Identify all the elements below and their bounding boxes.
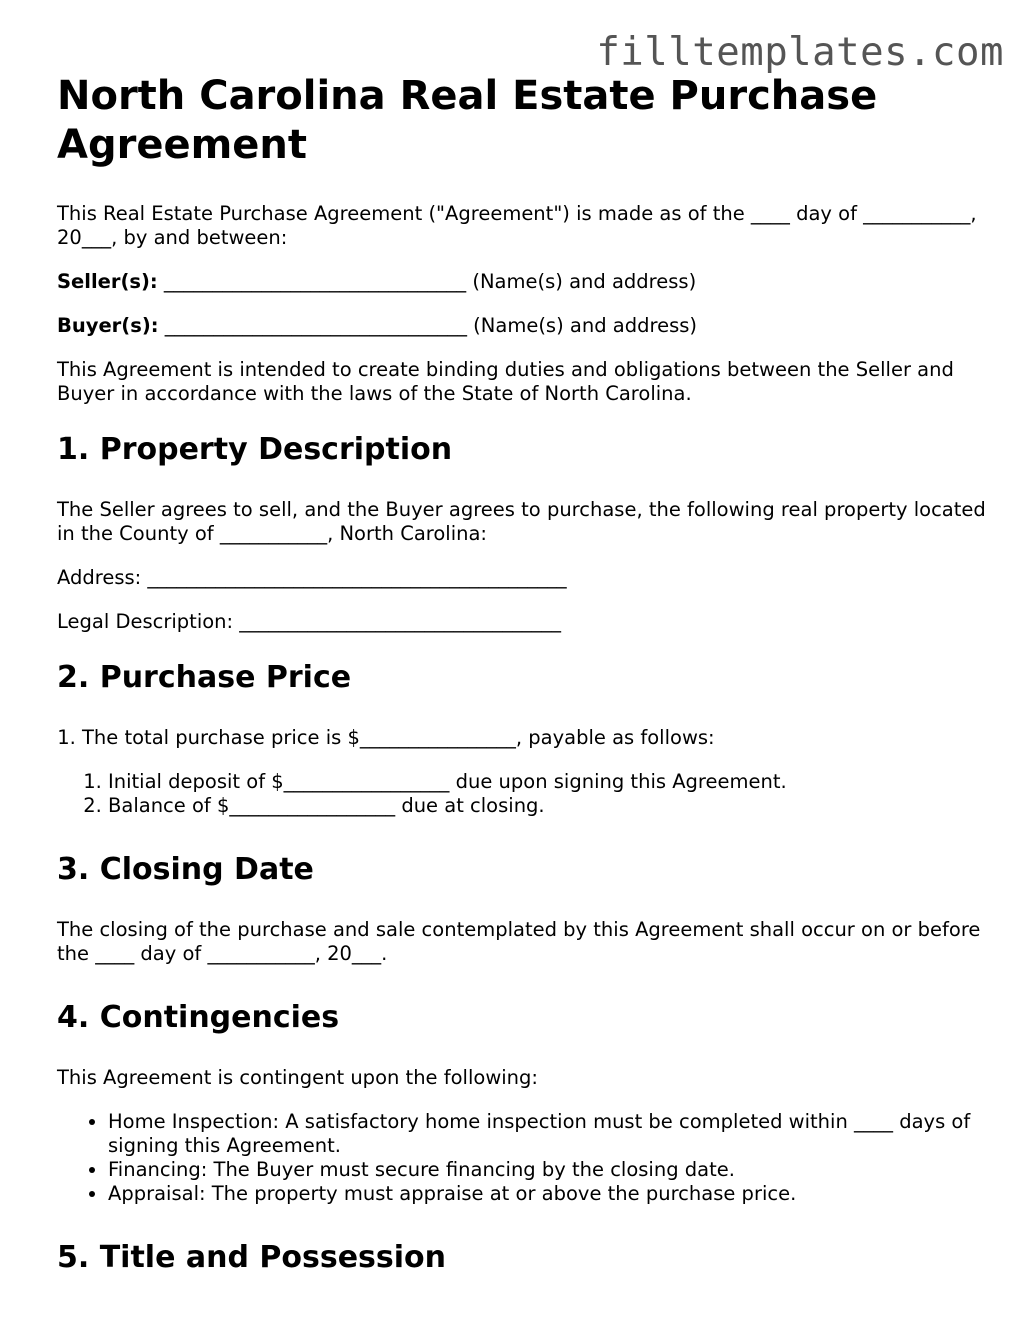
section-title-closing: 3. Closing Date xyxy=(57,852,314,887)
contingency-item: • Financing: The Buyer must secure financing by the closing date. xyxy=(108,1158,987,1182)
section-title-property: 1. Property Description xyxy=(57,432,453,467)
contingency-item: • Home Inspection: A satisfactory home inspection must be completed within ____ days of signing this Agreement. xyxy=(108,1110,987,1158)
buyer-label: Buyer(s): xyxy=(57,314,159,337)
buyer-line xyxy=(57,314,987,338)
seller-line xyxy=(57,270,987,294)
price-subitem-deposit: 1. Initial deposit of $_________________ due upon signing this Agreement. xyxy=(108,770,987,794)
price-total: 1. The total purchase price is $________________, payable as follows: xyxy=(82,726,715,749)
watermark: filltemplates.com xyxy=(596,30,1004,75)
document-title: North Carolina Real Estate Purchase Agreement xyxy=(57,73,878,168)
contingencies-body: This Agreement is contingent upon the following: xyxy=(57,1066,538,1089)
property-body: The Seller agrees to sell, and the Buyer agrees to purchase, the following real property located in the County of ___________, North Carolina: xyxy=(57,498,986,545)
price-subitem-balance: 2. Balance of $_________________ due at closing. xyxy=(108,794,987,818)
property-legal-description: Legal Description: _________________________________ xyxy=(57,610,562,633)
price-list xyxy=(57,726,987,818)
seller-field: _______________________________ (Name(s) and address) xyxy=(157,270,697,293)
section-title-price: 2. Purchase Price xyxy=(57,660,352,695)
section-title-title-possession: 5. Title and Possession xyxy=(57,1240,447,1275)
section-title-contingencies: 4. Contingencies xyxy=(57,1000,340,1035)
contingency-item: • Appraisal: The property must appraise at or above the purchase price. xyxy=(108,1182,987,1206)
property-address: Address: ___________________________________________ xyxy=(57,566,567,589)
document-page xyxy=(57,72,987,1276)
intro-paragraph: This Real Estate Purchase Agreement ("Agreement") is made as of the ____ day of ___________, 20___, by and between: xyxy=(57,202,977,249)
price-sublist xyxy=(82,770,987,818)
buyer-field: _______________________________ (Name(s) and address) xyxy=(158,314,697,337)
purpose-paragraph: This Agreement is intended to create binding duties and obligations between the Seller and Buyer in accordance with the laws of the State of North Carolina. xyxy=(57,358,954,405)
closing-body: The closing of the purchase and sale contemplated by this Agreement shall occur on or before the ____ day of ___________, 20___. xyxy=(57,918,981,965)
contingencies-list xyxy=(57,1110,987,1206)
seller-label: Seller(s): xyxy=(57,270,158,293)
price-list-item xyxy=(82,726,987,818)
